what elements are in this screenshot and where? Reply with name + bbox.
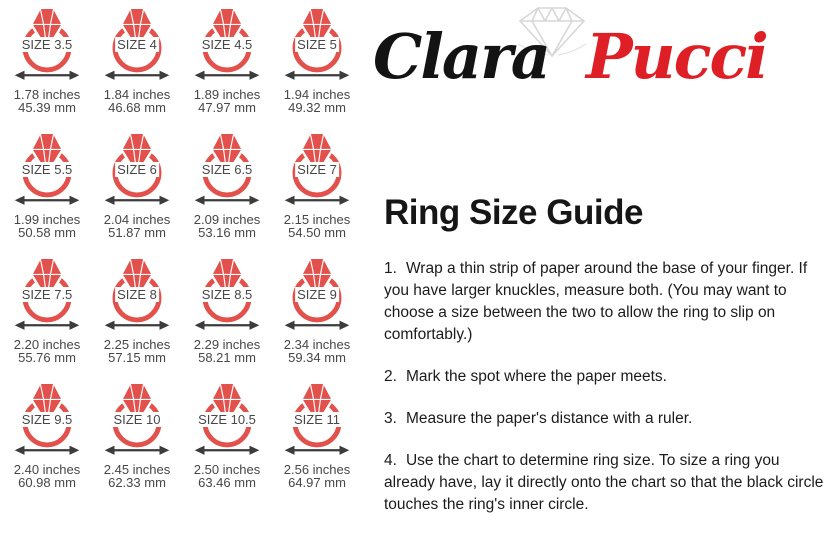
ring-size-cell	[272, 127, 362, 252]
step-number: 2.	[384, 368, 397, 385]
ring-measurements	[194, 338, 261, 364]
ring-measurements	[194, 463, 261, 489]
ring-size-grid	[2, 2, 362, 502]
ring-measurements	[104, 213, 171, 239]
ring-diameter-mm: 54.50 mm	[288, 225, 346, 240]
ring-size-label: SIZE 8.5	[201, 287, 253, 302]
ring-size-cell	[2, 2, 92, 127]
step-text: Measure the paper's distance with a ruler.	[405, 410, 693, 427]
ring-size-cell	[272, 252, 362, 377]
ring-diameter-inches: 2.29 inches	[193, 337, 261, 352]
ring-measurements	[104, 88, 171, 114]
ring-diameter-inches: 2.40 inches	[13, 462, 81, 477]
ring-size-label: SIZE 10.5	[198, 412, 256, 427]
ring-figure	[2, 377, 92, 459]
step-text: Mark the spot where the paper meets.	[405, 368, 667, 385]
ring-figure	[92, 377, 182, 459]
ring-measurements	[14, 88, 81, 114]
ring-measurements	[194, 213, 261, 239]
ring-measurements	[284, 88, 351, 114]
ring-diameter-mm: 57.15 mm	[108, 350, 166, 365]
step-number: 1.	[384, 260, 397, 277]
ring-figure	[2, 252, 92, 334]
ring-size-label: SIZE 11	[293, 412, 341, 427]
instruction-step	[384, 450, 834, 516]
ring-size-label: SIZE 5	[297, 37, 337, 52]
ring-measurements	[14, 463, 81, 489]
ring-diameter-mm: 49.32 mm	[288, 100, 346, 115]
guide-content	[384, 192, 834, 536]
ring-diameter-mm: 47.97 mm	[198, 100, 256, 115]
ring-size-cell	[2, 252, 92, 377]
ring-diameter-inches: 1.78 inches	[13, 87, 81, 102]
ring-measurements	[104, 338, 171, 364]
ring-size-label: SIZE 4	[117, 37, 157, 52]
ring-size-label: SIZE 5.5	[21, 162, 73, 177]
ring-diameter-mm: 51.87 mm	[108, 225, 166, 240]
ring-diameter-inches: 2.09 inches	[193, 212, 261, 227]
instruction-step	[384, 408, 834, 430]
ring-size-label: SIZE 3.5	[21, 37, 73, 52]
ring-size-label: SIZE 4.5	[201, 37, 253, 52]
ring-size-cell	[92, 377, 182, 502]
brand-logo	[370, 0, 839, 110]
ring-diameter-mm: 63.46 mm	[198, 475, 256, 490]
instruction-list	[384, 258, 834, 516]
ring-diameter-mm: 64.97 mm	[288, 475, 346, 490]
ring-size-cell	[92, 252, 182, 377]
ring-size-label: SIZE 9	[297, 287, 337, 302]
ring-figure	[182, 127, 272, 209]
ring-measurements	[104, 463, 171, 489]
ring-size-label: SIZE 7	[297, 162, 337, 177]
ring-diameter-mm: 50.58 mm	[18, 225, 76, 240]
ring-figure	[272, 377, 362, 459]
ring-diameter-mm: 60.98 mm	[18, 475, 76, 490]
ring-size-cell	[182, 377, 272, 502]
ring-diameter-inches: 2.56 inches	[283, 462, 351, 477]
ring-diameter-inches: 2.50 inches	[193, 462, 261, 477]
ring-diameter-inches: 2.25 inches	[103, 337, 171, 352]
ring-size-cell	[2, 377, 92, 502]
ring-diameter-inches: 2.20 inches	[13, 337, 81, 352]
ring-diameter-inches: 2.45 inches	[103, 462, 171, 477]
ring-size-cell	[182, 127, 272, 252]
ring-measurements	[284, 463, 351, 489]
ring-size-cell	[272, 377, 362, 502]
page-title: Ring Size Guide	[384, 193, 643, 232]
brand-name-clara: Clara	[373, 20, 549, 93]
ring-measurements	[284, 338, 351, 364]
ring-figure	[182, 252, 272, 334]
ring-diameter-mm: 55.76 mm	[18, 350, 76, 365]
ring-diameter-inches: 1.94 inches	[283, 87, 351, 102]
step-text: Wrap a thin strip of paper around the base of your finger. If you have larger knuckles, measure both. (You may want to choose a size between the two to allow the ring to slip on comfortably.)	[384, 260, 808, 343]
ring-diameter-inches: 2.04 inches	[103, 212, 171, 227]
ring-figure	[92, 127, 182, 209]
ring-diameter-mm: 58.21 mm	[198, 350, 256, 365]
brand-name-pucci: Pucci	[586, 20, 767, 93]
step-number: 4.	[384, 452, 397, 469]
ring-figure	[2, 127, 92, 209]
ring-size-cell	[92, 127, 182, 252]
ring-size-cell	[182, 252, 272, 377]
ring-figure	[2, 2, 92, 84]
ring-diameter-mm: 53.16 mm	[198, 225, 256, 240]
ring-diameter-inches: 1.84 inches	[103, 87, 171, 102]
ring-measurements	[14, 338, 81, 364]
ring-size-label: SIZE 6	[117, 162, 157, 177]
ring-size-label: SIZE 9.5	[21, 412, 73, 427]
ring-size-label: SIZE 8	[117, 287, 157, 302]
step-number: 3.	[384, 410, 397, 427]
ring-figure	[182, 2, 272, 84]
ring-diameter-inches: 2.34 inches	[283, 337, 351, 352]
ring-diameter-inches: 1.99 inches	[13, 212, 81, 227]
ring-size-cell	[92, 2, 182, 127]
ring-figure	[92, 252, 182, 334]
ring-figure	[182, 377, 272, 459]
ring-diameter-mm: 59.34 mm	[288, 350, 346, 365]
ring-diameter-mm: 46.68 mm	[108, 100, 166, 115]
ring-size-cell	[272, 2, 362, 127]
ring-diameter-mm: 62.33 mm	[108, 475, 166, 490]
instruction-step	[384, 258, 834, 346]
ring-size-label: SIZE 10	[113, 412, 161, 427]
ring-figure	[272, 2, 362, 84]
ring-measurements	[14, 213, 81, 239]
ring-measurements	[194, 88, 261, 114]
ring-figure	[92, 2, 182, 84]
ring-diameter-mm: 45.39 mm	[18, 100, 76, 115]
instruction-step	[384, 366, 834, 388]
ring-measurements	[284, 213, 351, 239]
ring-size-label: SIZE 6.5	[201, 162, 253, 177]
ring-figure	[272, 127, 362, 209]
ring-size-cell	[2, 127, 92, 252]
ring-diameter-inches: 1.89 inches	[193, 87, 261, 102]
step-text: Use the chart to determine ring size. To size a ring you already have, lay it directly onto the chart so that the black circle touches the ring's inner circle.	[384, 452, 824, 513]
ring-diameter-inches: 2.15 inches	[283, 212, 351, 227]
ring-size-label: SIZE 7.5	[21, 287, 73, 302]
ring-size-cell	[182, 2, 272, 127]
ring-figure	[272, 252, 362, 334]
